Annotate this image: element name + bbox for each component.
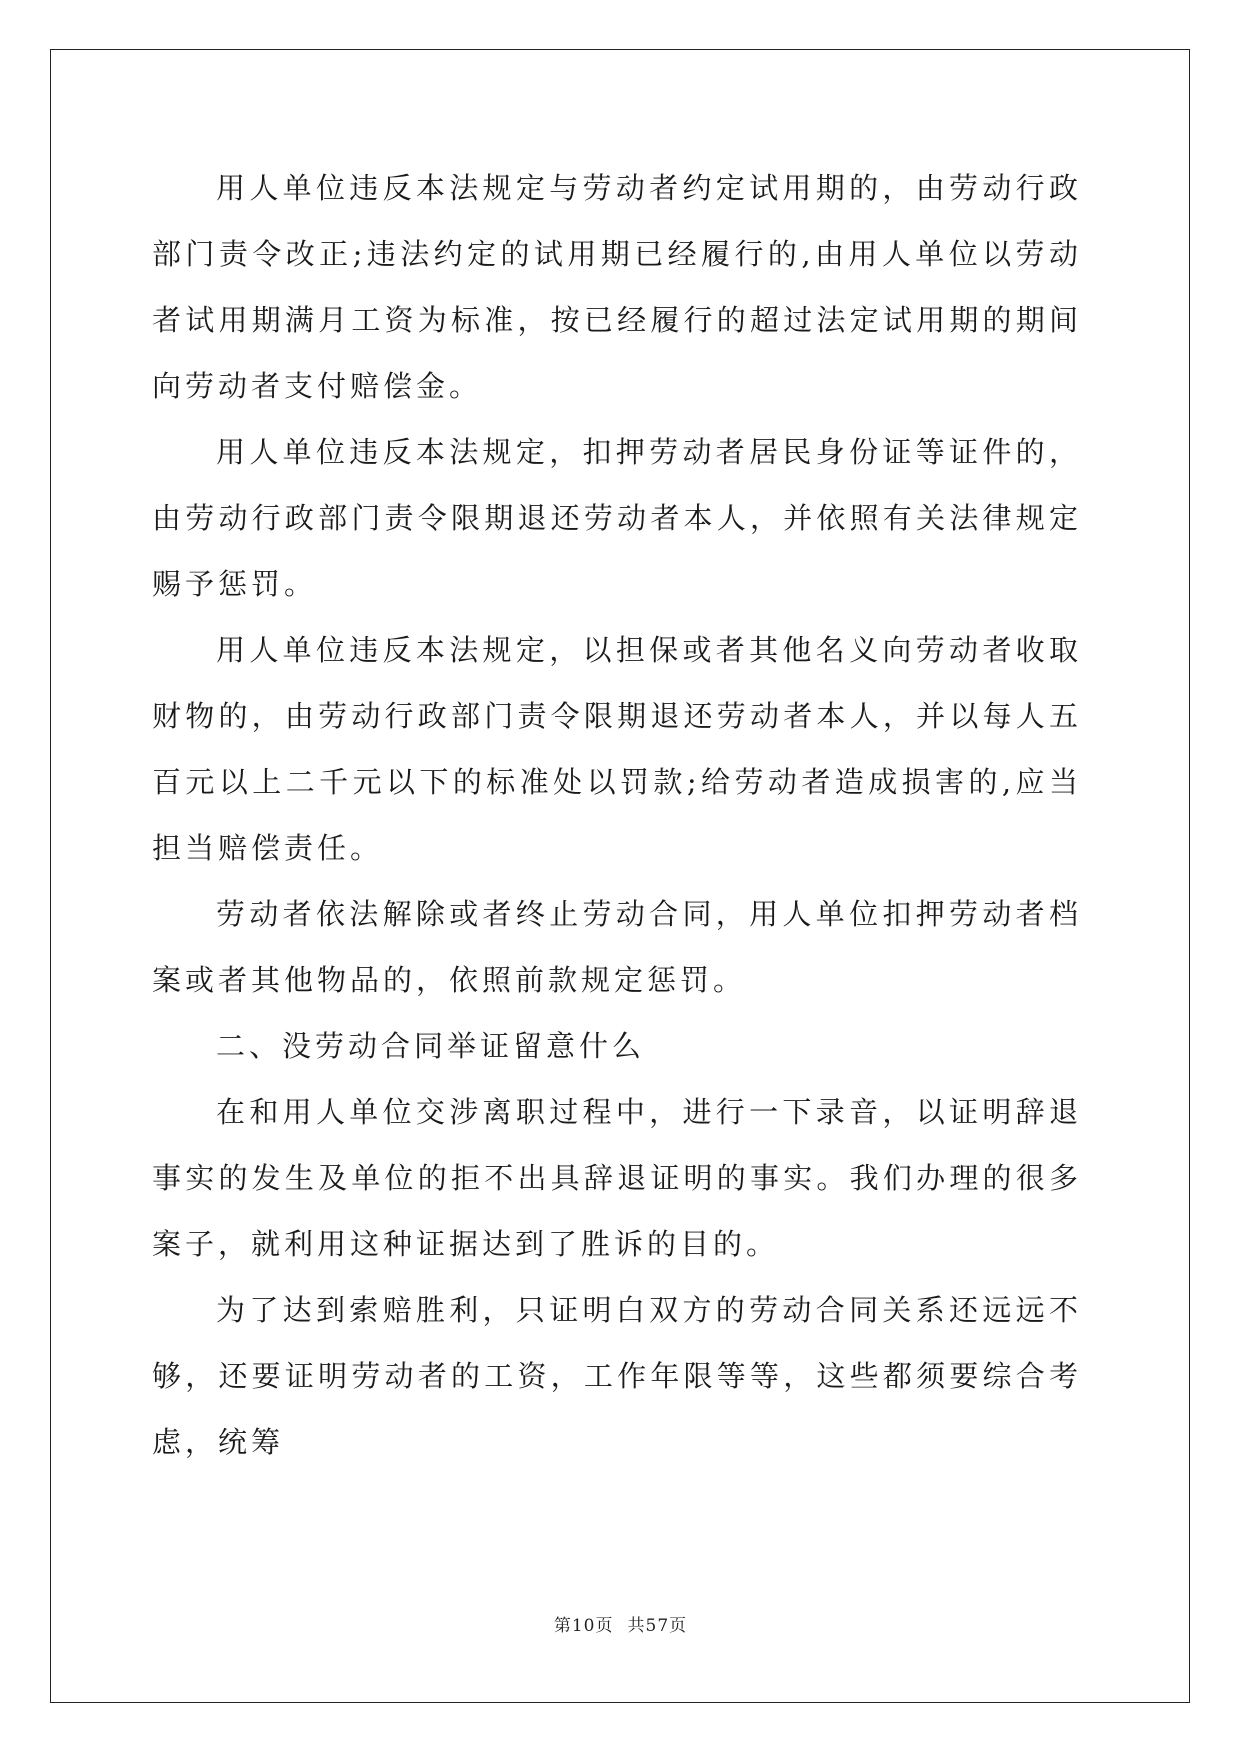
- paragraph-recording-evidence: 在和用人单位交涉离职过程中，进行一下录音，以证明辞退事实的发生及单位的拒不出具辞退证明的事实。我们办理的很多案子，就利用这种证据达到了胜诉的目的。: [152, 1095, 1082, 1261]
- paragraph-property-collection: 用人单位违反本法规定，以担保或者其他名义向劳动者收取财物的，由劳动行政部门责令限期退还劳动者本人，并以每人五百元以上二千元以下的标准处以罚款;给劳动者造成损害的,应当担当赔偿责任。: [152, 633, 1082, 865]
- document-body: [152, 155, 1082, 1475]
- paragraph-probation-violation: 用人单位违反本法规定与劳动者约定试用期的，由劳动行政部门责令改正;违法约定的试用期已经履行的,由用人单位以劳动者试用期满月工资为标准，按已经履行的超过法定试用期的期间向劳动者支付赔偿金。: [152, 171, 1082, 403]
- paragraph-compensation-proof: 为了达到索赔胜利，只证明白双方的劳动合同关系还远远不够，还要证明劳动者的工资，工作年限等等，这些都须要综合考虑，统筹: [152, 1293, 1082, 1459]
- section-heading: 二、没劳动合同举证留意什么: [216, 1029, 646, 1063]
- paragraph-id-detention: 用人单位违反本法规定，扣押劳动者居民身份证等证件的，由劳动行政部门责令限期退还劳动者本人，并依照有关法律规定赐予惩罚。: [152, 435, 1082, 601]
- page-footer: [0, 1611, 1241, 1636]
- total-pages: 共57页: [627, 1616, 688, 1636]
- paragraph-file-detention: 劳动者依法解除或者终止劳动合同，用人单位扣押劳动者档案或者其他物品的，依照前款规定惩罚。: [152, 897, 1082, 997]
- current-page-number: 第10页: [553, 1616, 614, 1636]
